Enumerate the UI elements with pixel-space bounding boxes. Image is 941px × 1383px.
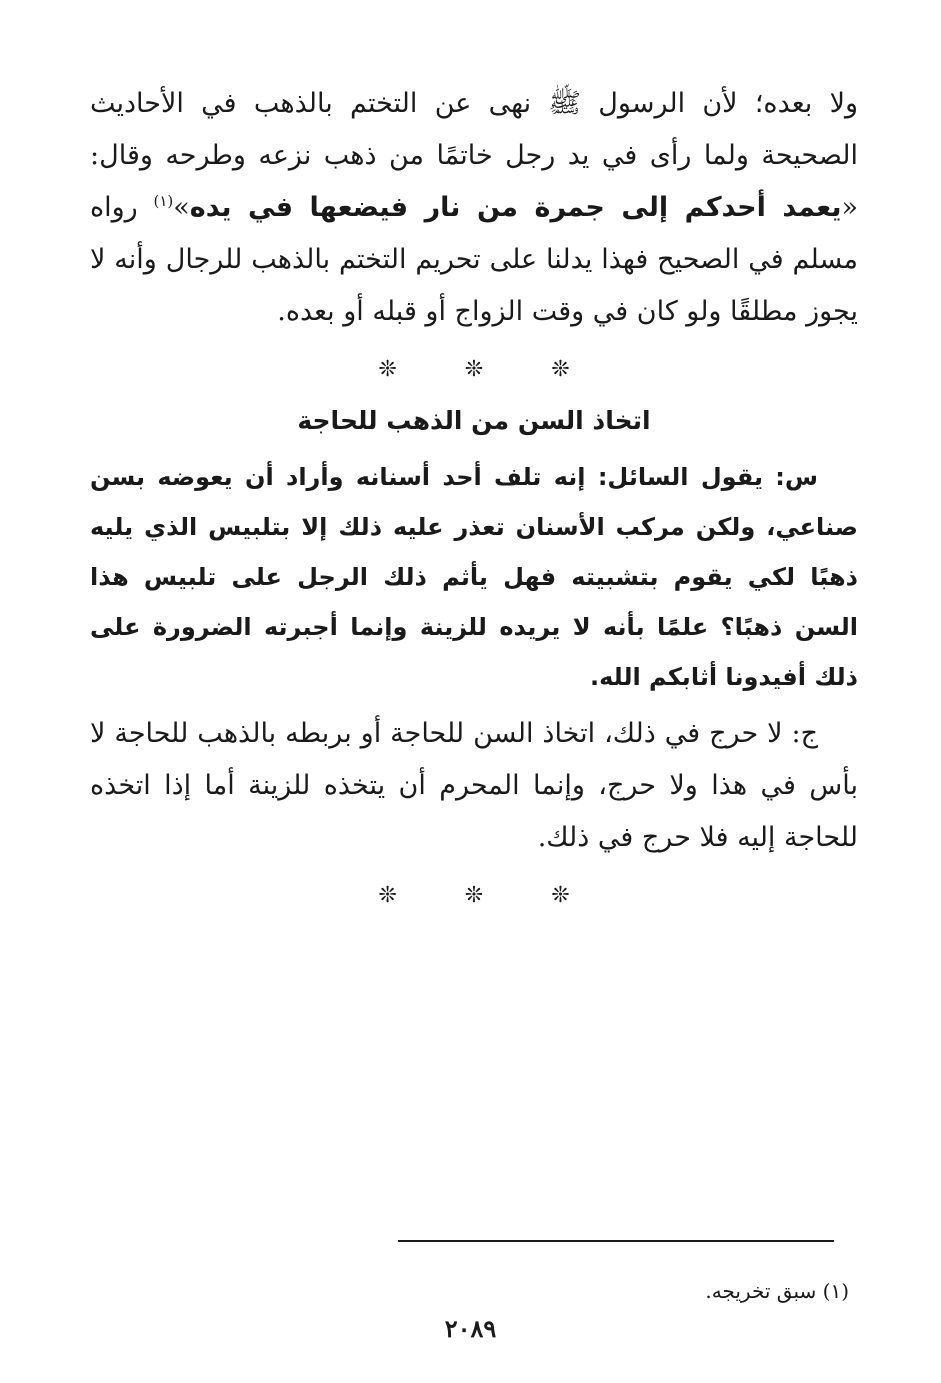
footnote-reference: (١) [153,192,174,210]
intro-paragraph [90,78,858,338]
page-body [90,78,858,922]
section-separator-top [90,352,858,388]
intro-text-start: ولا بعده؛ لأن الرسول ﷺ نهى عن التختم بالذهب في الأحاديث الصحيحة ولما رأى في يد رجل خاتمًا من ذهب نزعه وطرحه وقال: « [90,88,858,223]
star-icon: ❊ [464,883,484,908]
page-number: ٢٠٨٩ [444,1314,497,1343]
star-icon: ❊ [378,883,397,908]
footnote-divider [398,1240,834,1242]
star-icon: ❊ [378,357,397,382]
section-separator-bottom [90,878,858,914]
intro-quote-close: » [173,192,190,223]
answer-paragraph: ج: لا حرج في ذلك، اتخاذ السن للحاجة أو بربطه بالذهب للحاجة لا بأس في هذا ولا حرج، وإنما المحرم أن يتخذه للزينة أما إذا اتخذه للحاجة إليه فلا حرج في ذلك. [90,718,858,853]
footnote: (١) سبق تخريجه. [705,1279,849,1303]
star-icon: ❊ [551,883,570,908]
section-heading: اتخاذ السن من الذهب للحاجة [297,406,651,435]
question-paragraph: س: يقول السائل: إنه تلف أحد أسنانه وأراد أن يعوضه بسن صناعي، ولكن مركب الأسنان تعذر عليه ذلك إلا بتلبيس الذي يليه ذهبًا لكي يقوم بتشبيته فهل يأثم ذلك الرجل على تلبيس هذا السن ذهبًا؟ علمًا بأنه لا يريده للزينة وإنما أجبرته الضرورة على ذلك أفيدونا أثابكم الله. [90,463,858,691]
star-icon: ❊ [551,357,570,382]
hadith-quote: يعمد أحدكم إلى جمرة من نار فيضعها في يده [189,192,842,223]
intro-text-end: رواه مسلم في الصحيح فهذا يدلنا على تحريم التختم بالذهب للرجال وأنه لا يجوز مطلقًا ولو كان في وقت الزواج أو قبله أو بعده. [90,192,858,327]
star-icon: ❊ [464,357,484,382]
